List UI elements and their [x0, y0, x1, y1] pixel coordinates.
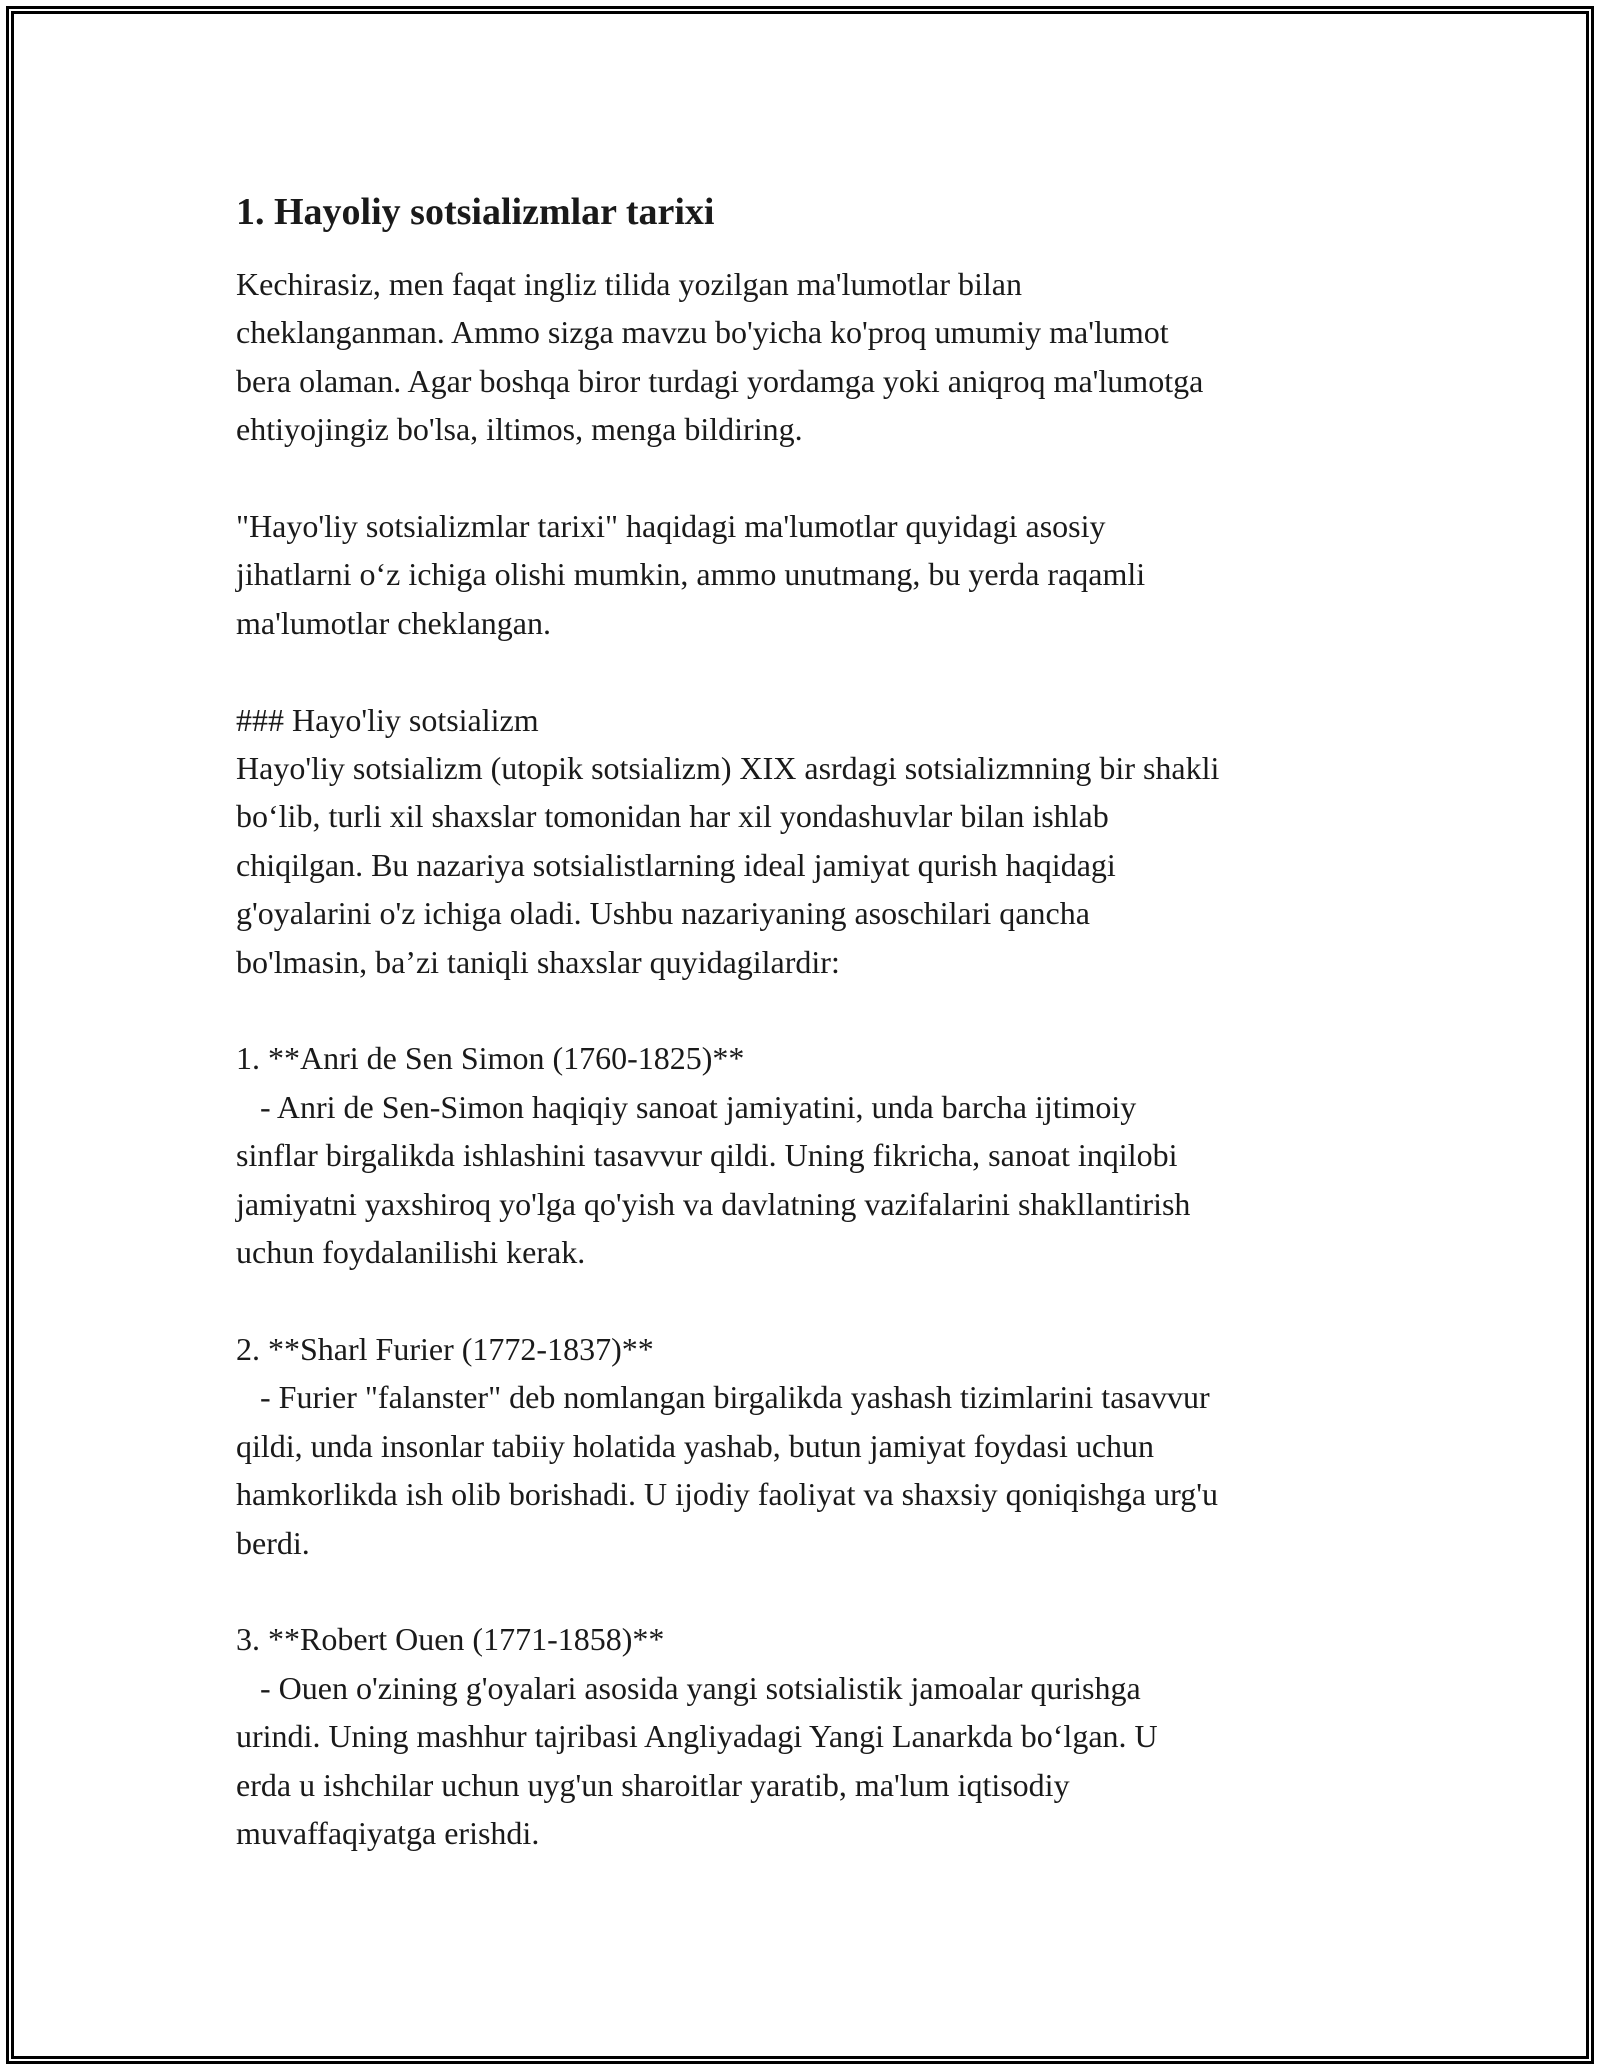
list-item-owen: 3. **Robert Ouen (1771-1858)** - Ouen o'zining g'oyalari asosida yangi sotsialistik jamoalar qurishga urindi. Uning mashhur tajribasi Angliyadagi Yangi Lanarkda bo‘lgan. U erda u ishchilar uchun uyg'un sharoitlar yaratib, ma'lum iqtisodiy muvaffaqiyatga erishdi.: [236, 1621, 1158, 1851]
section-utopian-socialism: ### Hayo'liy sotsializm Hayo'liy sotsializm (utopik sotsializm) XIX asrdagi sotsializmning bir shakli bo‘lib, turli xil shaxslar tomonidan har xil yondashuvlar bilan ishlab chiqilgan. Bu nazariya sotsialistlarning ideal jamiyat qurish haqidagi g'oyalarini o'z ichiga oladi. Ushbu nazariyaning asoschilari qancha bo'lmasin, ba’zi taniqli shaxslar quyidagilardir:: [236, 701, 1220, 980]
list-item-saint-simon: 1. **Anri de Sen Simon (1760-1825)** - Anri de Sen-Simon haqiqiy sanoat jamiyatini, unda barcha ijtimoiy sinflar birgalikda ishlashini tasavvur qildi. Uning fikricha, sanoat inqilobi jamiyatni yaxshiroq yo'lga qo'yish va davlatning vazifalarini shakllantirish uchun foydalanilishi kerak.: [236, 1040, 1191, 1271]
document-body: [236, 188, 1386, 1857]
paragraph-spacer: [236, 1276, 1386, 1324]
document-title: 1. Hayoliy sotsializmlar tarixi: [236, 191, 715, 233]
intro-paragraph: Kechirasiz, men faqat ingliz tilida yozilgan ma'lumotlar bilan cheklanganman. Ammo sizga mavzu bo'yicha ko'proq umumiy ma'lumot bera olaman. Agar boshqa biror turdagi yordamga yoki aniqroq ma'lumotga ehtiyojingiz bo'lsa, iltimos, menga bildiring.: [236, 266, 1204, 448]
list-item-fourier: 2. **Sharl Furier (1772-1837)** - Furier "falanster" deb nomlangan birgalikda yashash tizimlarini tasavvur qildi, unda insonlar tabiiy holatida yashab, butun jamiyat foydasi uchun hamkorlikda ish olib borishadi. U ijodiy faoliyat va shaxsiy qoniqishga urg'u berdi.: [236, 1330, 1218, 1561]
paragraph-spacer: [236, 647, 1386, 695]
paragraph-spacer: [236, 454, 1386, 502]
paragraph-spacer: [236, 986, 1386, 1034]
paragraph-spacer: [236, 1567, 1386, 1615]
history-paragraph: "Hayo'liy sotsializmlar tarixi" haqidagi ma'lumotlar quyidagi asosiy jihatlarni o‘z ichiga olishi mumkin, ammo unutmang, bu yerda raqamli ma'lumotlar cheklangan.: [236, 508, 1146, 641]
